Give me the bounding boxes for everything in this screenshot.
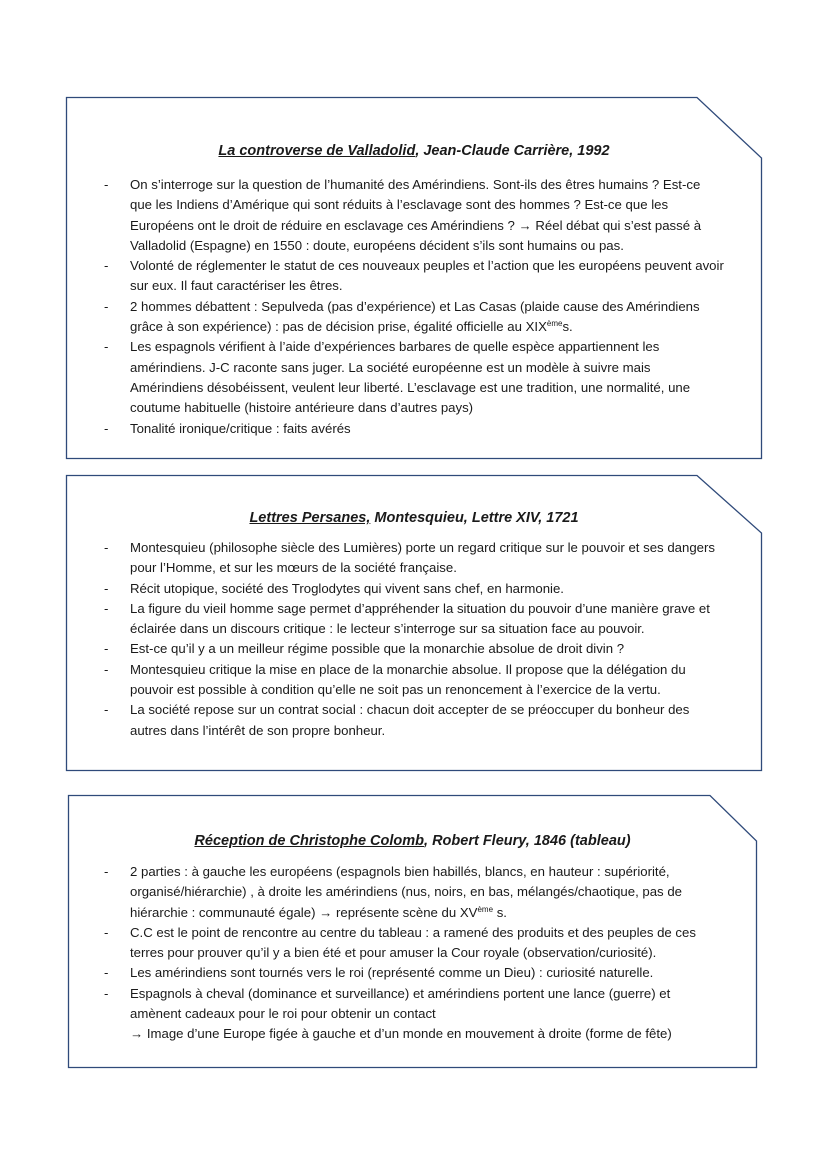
dash-marker: - xyxy=(104,339,109,355)
list-item xyxy=(104,660,729,701)
work-author-date: , Jean-Claude Carrière, 1992 xyxy=(415,143,610,159)
item-text: Espagnols à cheval (dominance et surveillance) et amérindiens portent une lance (guerre) et amènent cadeaux pour le roi pour obtenir un contact xyxy=(130,985,671,1022)
item-text: Récit utopique, société des Troglodytes qui vivent sans chef, en harmonie. xyxy=(130,580,564,596)
list-item xyxy=(104,984,724,1045)
item-text: Les amérindiens sont tournés vers le roi (représenté comme un Dieu) : curiosité naturelle. xyxy=(130,965,654,981)
arrow-icon: → xyxy=(130,1026,144,1042)
list-item xyxy=(104,862,724,923)
item-text: Réel débat qui s’est passé à Valladolid (Espagne) en 1550 : doute, européens décident s’ils sont humains ou pas. xyxy=(130,217,702,253)
dash-marker: - xyxy=(104,864,109,879)
card-lettres-persanes xyxy=(66,475,762,771)
card-valladolid xyxy=(66,97,762,459)
dash-marker: - xyxy=(104,580,109,596)
item-text: C.C est le point de rencontre au centre du tableau : a ramené des produits et des peuples de ces terres pour prouver qu’il y a bien été et pour amuser la Cour royale (observation/curiosité). xyxy=(130,924,696,961)
list-item xyxy=(104,297,724,338)
arrow-icon: → xyxy=(319,904,333,920)
card-title xyxy=(68,833,757,849)
item-text: s. xyxy=(493,904,507,920)
item-text: Montesquieu (philosophe siècle des Lumières) porte un regard critique sur le pouvoir et ses dangers pour l’Homme, et sur les mœurs de la société française. xyxy=(130,540,715,576)
card-title xyxy=(66,510,762,526)
item-text: Image d’une Europe figée à gauche et d’un monde en mouvement à droite (forme de fête) xyxy=(143,1026,672,1042)
list-item xyxy=(104,599,729,640)
dash-marker: - xyxy=(104,600,109,616)
bullet-list xyxy=(104,862,724,1045)
list-item xyxy=(104,923,724,964)
item-text: On s’interroge sur la question de l’humanité des Amérindiens. Sont-ils des êtres humains ? Est-ce que les Indiens d’Amérique qui sont réduits à l’esclavage sont des hommes ? Est-ce que les Européens ont le droit de réduire en esclavage ces Amérindiens ? xyxy=(130,177,701,233)
list-item xyxy=(104,963,724,983)
list-item xyxy=(104,175,724,256)
dash-marker: - xyxy=(104,540,109,555)
list-item xyxy=(104,256,724,297)
list-item xyxy=(104,538,729,579)
list-item xyxy=(104,700,729,741)
arrow-icon: → xyxy=(518,217,532,233)
dash-marker: - xyxy=(104,177,109,192)
dash-marker: - xyxy=(104,298,109,314)
dash-marker: - xyxy=(104,258,109,274)
item-text: 2 parties : à gauche les européens (espagnols bien habillés, blancs, en hauteur : supériorité, organisé/hiérarchie) , à droite les amérindiens (nus, noirs, en bas, mélangés/chaotique, pas de hiérarchie : communauté égale) xyxy=(130,864,682,920)
item-text: représente scène du XV xyxy=(332,904,478,920)
work-author-date: Montesquieu, Lettre XIV, 1721 xyxy=(370,510,579,526)
item-text: Volonté de réglementer le statut de ces nouveaux peuples et l’action que les européens peuvent avoir sur eux. Il faut caractériser les êtres. xyxy=(130,258,724,294)
item-text: Est-ce qu’il y a un meilleur régime possible que la monarchie absolue de droit divin ? xyxy=(130,641,625,657)
dash-marker: - xyxy=(104,985,109,1001)
item-text: s. xyxy=(562,319,573,335)
list-item xyxy=(104,337,724,418)
work-title: Lettres Persanes, xyxy=(249,510,371,526)
dash-marker: - xyxy=(104,420,109,436)
conclusion-line xyxy=(130,1024,724,1044)
item-text: Montesquieu critique la mise en place de la monarchie absolue. Il propose que la délégation du pouvoir est possible à condition qu’elle ne soit pas un renoncement à l’exercice de la vertu. xyxy=(130,661,686,698)
item-text: La société repose sur un contrat social : chacun doit accepter de se préoccuper du bonheur des autres dans l’intérêt de son propre bonheur. xyxy=(130,702,690,738)
item-text: 2 hommes débattent : Sepulveda (pas d’expérience) et Las Casas (plaide cause des Amérindiens grâce à son expérience) : pas de décision prise, égalité officielle au XIX xyxy=(130,298,700,335)
superscript: ème xyxy=(546,319,563,329)
list-item xyxy=(104,579,729,599)
dash-marker: - xyxy=(104,641,109,657)
dash-marker: - xyxy=(104,965,109,981)
work-title: Réception de Christophe Colomb xyxy=(194,833,425,849)
list-item xyxy=(104,419,724,439)
card-reception-colomb xyxy=(68,795,757,1068)
item-text: Tonalité ironique/critique : faits avérés xyxy=(130,420,351,436)
item-text: Les espagnols vérifient à l’aide d’expériences barbares de quelle espèce appartiennent les amérindiens. J-C raconte sans juger. La société européenne est un modèle à suivre mais Amérindiens désobéissent, veulent leur liberté. L’esclavage est une tradition, une normalité, une coutume habituelle (histoire antérieure dans d’autres pays) xyxy=(130,339,691,416)
bullet-list xyxy=(104,538,729,741)
item-text: La figure du vieil homme sage permet d’appréhender la situation du pouvoir d’une manière grave et éclairée dans un discours critique : le lecteur s’interroge sur sa situation face au pouvoir. xyxy=(130,600,710,637)
dash-marker: - xyxy=(104,702,109,718)
list-item xyxy=(104,639,729,659)
work-author-date: , Robert Fleury, 1846 (tableau) xyxy=(424,833,631,849)
card-title xyxy=(66,143,762,159)
bullet-list xyxy=(104,175,724,439)
dash-marker: - xyxy=(104,924,109,940)
dash-marker: - xyxy=(104,661,109,677)
work-title: La controverse de Valladolid xyxy=(218,143,416,159)
superscript: ème xyxy=(477,904,494,914)
